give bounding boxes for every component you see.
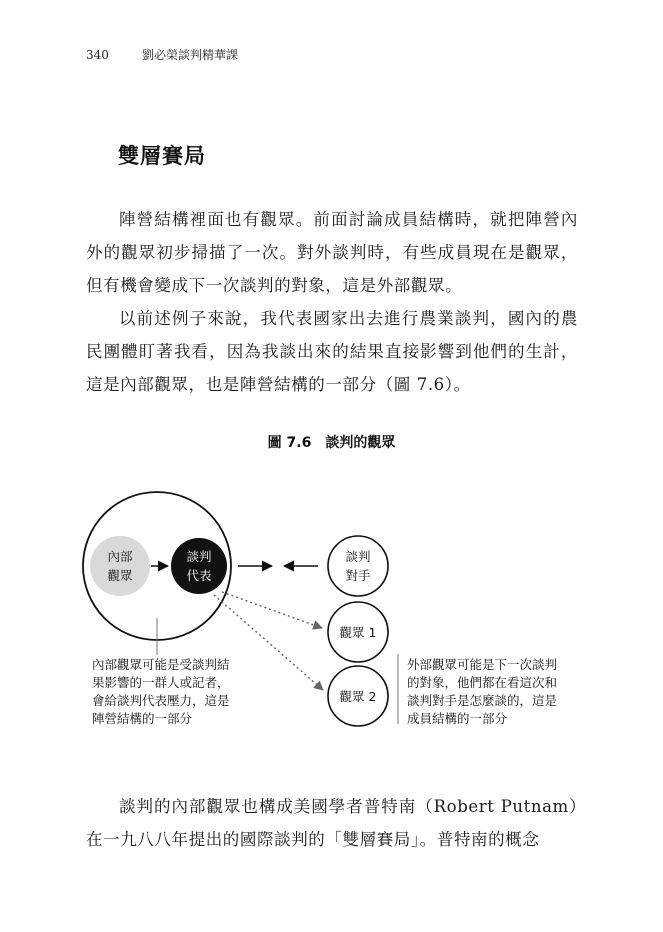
counterpart-node bbox=[328, 536, 388, 596]
page-number: 340 bbox=[86, 48, 109, 62]
negotiator-label-1: 談判 bbox=[186, 549, 212, 564]
section-title: 雙層賽局 bbox=[118, 144, 206, 168]
figure-caption: 談判的觀眾 bbox=[325, 435, 396, 451]
note-left-line: 果影響的一群人或記者， bbox=[92, 675, 230, 690]
note-left-line: 內部觀眾可能是受談判結 bbox=[92, 657, 230, 672]
negotiator-node bbox=[171, 538, 227, 594]
counterpart-label-1: 談判 bbox=[345, 549, 371, 564]
internal-audience-label-1: 內部 bbox=[107, 549, 133, 564]
note-right-line: 談判對手是怎麼談的，這是 bbox=[407, 693, 558, 708]
note-right-line: 成員結構的一部分 bbox=[407, 711, 508, 726]
note-right-line: 的對象，他們都在看這次和 bbox=[407, 675, 558, 690]
paragraph-external-audience: 陣營結構裡面也有觀眾。前面討論成員結構時，就把陣營內外的觀眾初步掃描了一次。對外談判時，有些成員現在是觀眾，但有機會變成下一次談判的對象，這是外部觀眾。 bbox=[86, 210, 578, 295]
paragraph-internal-audience: 以前述例子來說，我代表國家出去進行農業談判，國內的農民團體盯著我看，因為我談出來的結果直接影響到他們的生計，這是內部觀眾，也是陣營結構的一部分（圖 7.6）。 bbox=[86, 309, 578, 394]
note-right-line: 外部觀眾可能是下一次談判 bbox=[407, 657, 558, 672]
paragraph-two-level-game: 談判的內部觀眾也構成美國學者普特南（Robert Putnam）在一九八八年提出的國際談判的「雙層賽局」。普特南的概念 bbox=[86, 797, 578, 849]
dotted-arrow-to-audience-2 bbox=[214, 595, 323, 690]
note-left-line: 會給談判代表壓力，這是 bbox=[92, 693, 230, 708]
negotiator-label-2: 代表 bbox=[186, 568, 212, 583]
internal-audience-node bbox=[90, 536, 150, 596]
dotted-arrow-to-audience-1 bbox=[222, 592, 322, 628]
audience-1-label: 觀眾 1 bbox=[339, 625, 377, 640]
internal-audience-note bbox=[92, 656, 230, 728]
audience-2-label: 觀眾 2 bbox=[339, 689, 377, 704]
figure-number: 圖 7.6 bbox=[267, 435, 312, 451]
internal-audience-label-2: 觀眾 bbox=[107, 568, 133, 583]
note-left-line: 陣營結構的一部分 bbox=[92, 711, 193, 726]
counterpart-label-2: 對手 bbox=[345, 568, 371, 583]
book-title: 劉必榮談判精華課 bbox=[142, 48, 239, 62]
external-audience-note bbox=[407, 656, 557, 728]
